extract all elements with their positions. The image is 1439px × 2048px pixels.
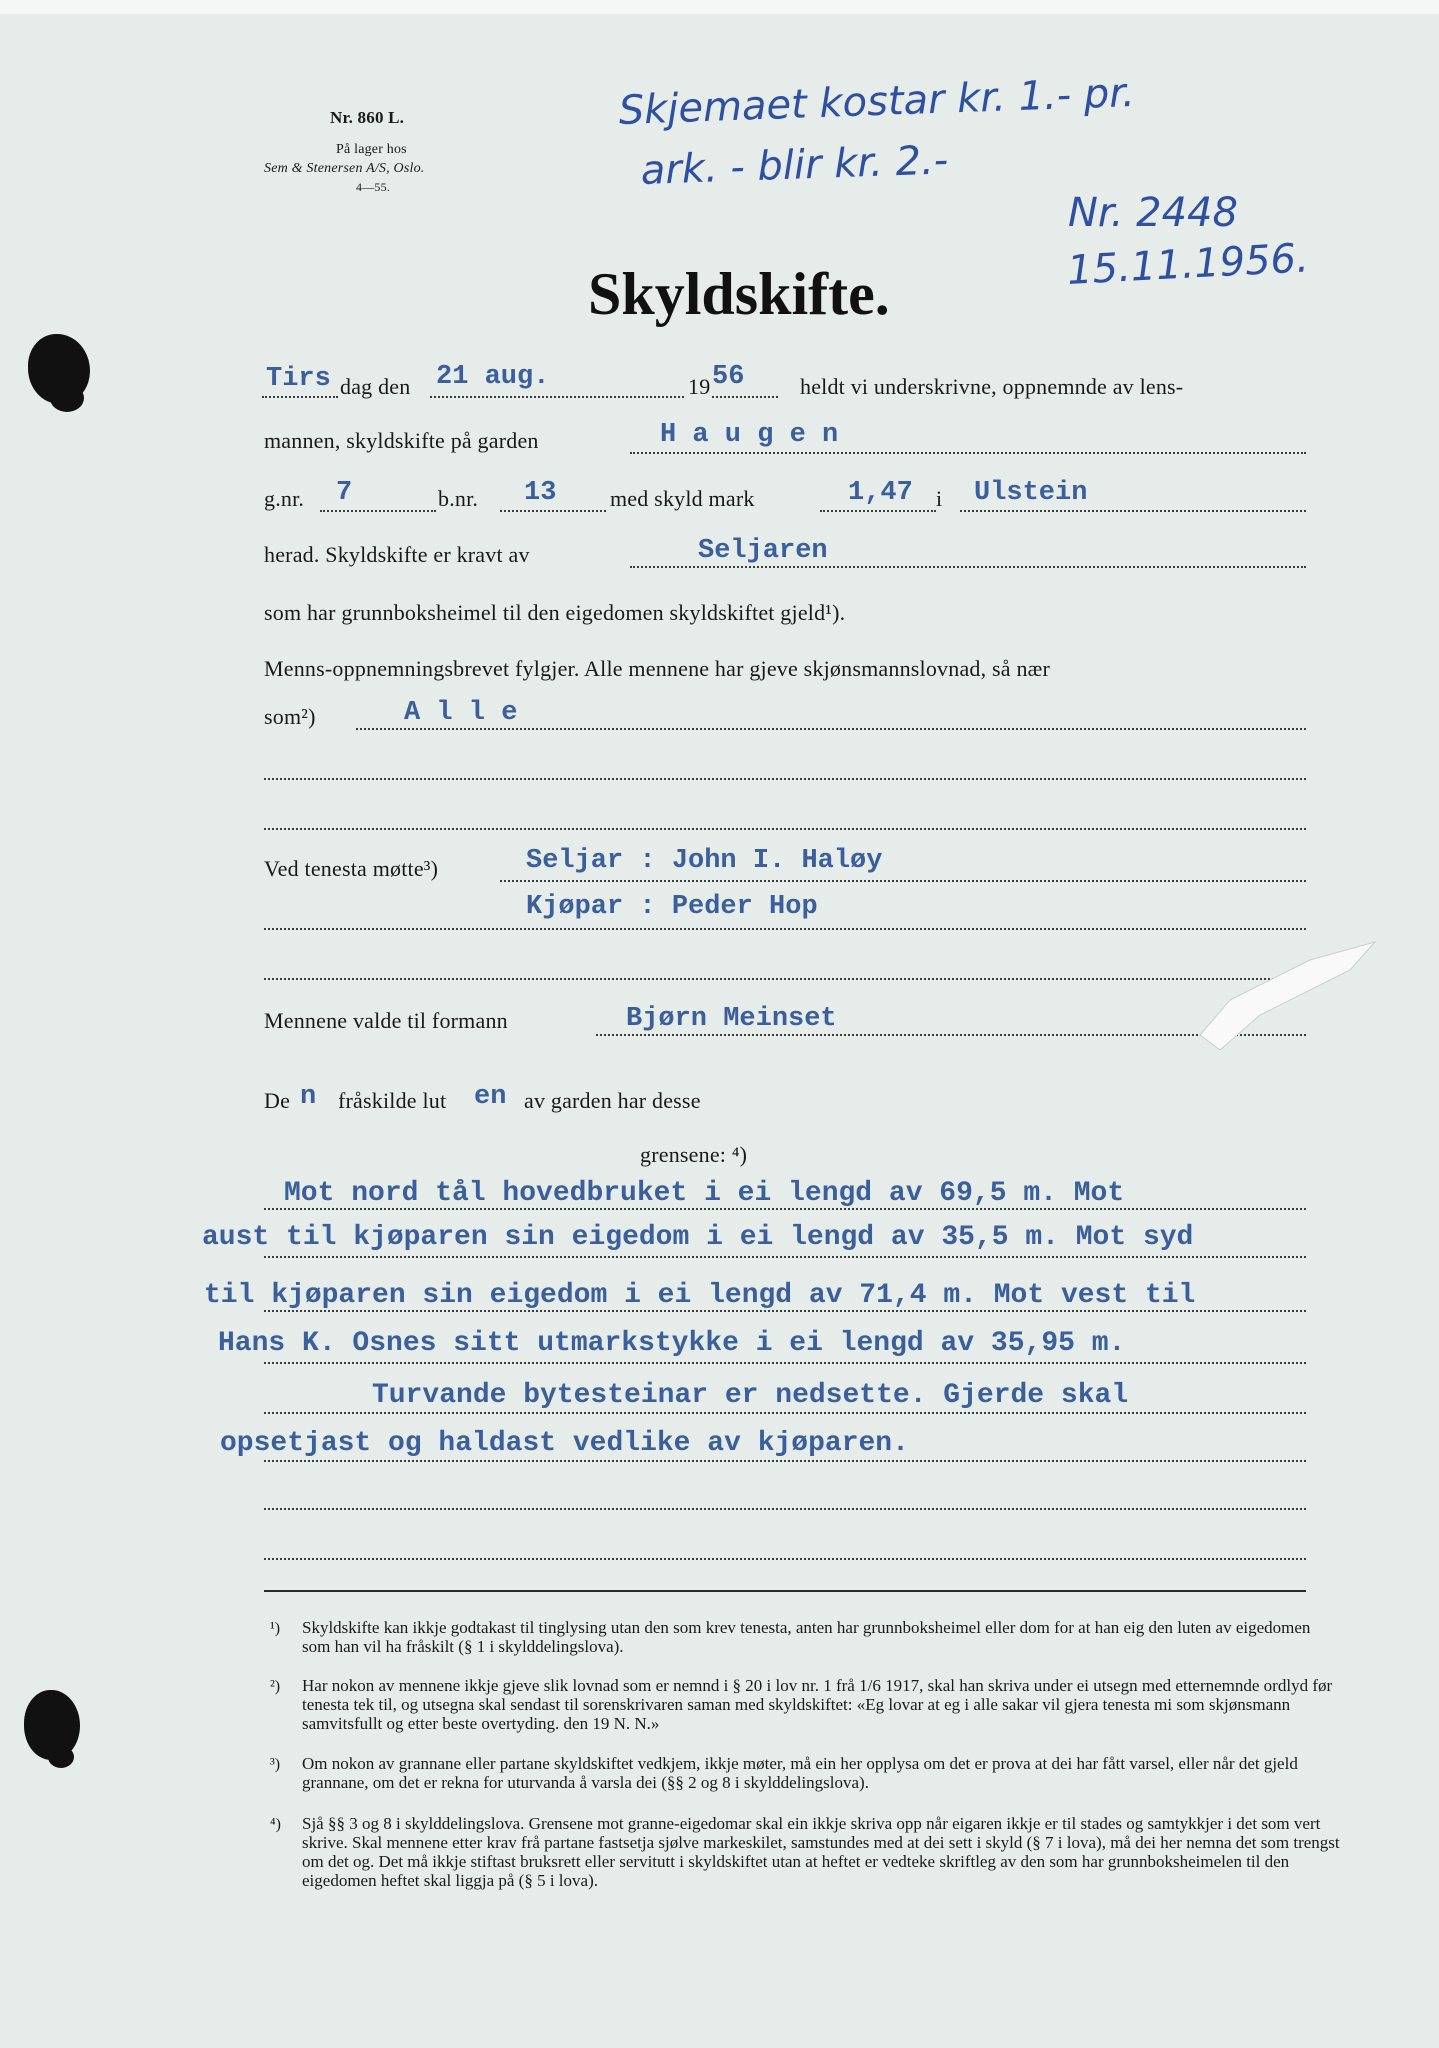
boundary-line-1: Mot nord tål hovedbruket i ei lengd av 69,5 m. Mot — [284, 1178, 1125, 1209]
present-line-2: Kjøpar : Peder Hop — [526, 892, 818, 922]
gnr-value: 7 — [336, 478, 353, 508]
year-prefix: 19 — [688, 374, 711, 399]
form-number: Nr. 860 L. — [330, 108, 405, 127]
stock-line-1: På lager hos — [336, 142, 407, 157]
farm-value: H a u g e n — [660, 420, 839, 450]
bnr-dots — [500, 510, 606, 512]
boundary-dots-5 — [264, 1412, 1306, 1414]
present-line-1: Seljar : John I. Haløy — [526, 846, 883, 876]
punch-hole-bottom-tail — [48, 1746, 74, 1768]
page-title: Skyldskifte. — [588, 261, 890, 327]
present-dots-1 — [500, 880, 1306, 882]
requester-value: Seljaren — [698, 536, 828, 566]
footnote-num-1: ¹) — [270, 1620, 281, 1637]
boundary-dots-3 — [264, 1310, 1306, 1312]
date-dots — [430, 396, 684, 398]
skyld-value: 1,47 — [848, 478, 913, 508]
day-value: Tirs — [266, 364, 331, 394]
skyld-label: med skyld mark — [610, 486, 755, 511]
footnote-num-4: ⁴) — [270, 1816, 281, 1833]
bnr-label: b.nr. — [438, 486, 479, 511]
boundary-dots-6 — [264, 1460, 1306, 1462]
herad-value: Ulstein — [974, 478, 1088, 508]
date-value: 21 aug. — [436, 362, 550, 392]
day-suffix: dag den — [340, 374, 411, 399]
footnote-num-2: ²) — [270, 1678, 281, 1695]
gnr-dots — [320, 510, 436, 512]
footnote-divider — [264, 1590, 1306, 1592]
herad-dots — [960, 510, 1306, 512]
lut-value: en — [474, 1082, 507, 1112]
stock-line-2: Sem & Stenersen A/S, Oslo. — [264, 161, 425, 176]
year-dots — [712, 396, 778, 398]
oppnemning-text: Menns-oppnemningsbrevet fylgjer. Alle mennene har gjeve skjønsmannslovnad, så nær — [264, 656, 1051, 681]
footnote-text-3: Om nokon av grannane eller partane skyldskiftet vedkjem, ikkje møter, må ein her opplysa om det er prova at dei har fått varsel, eller når det gjeld grannane, om det er rekna for uturvanda å varsla dei (§§ 2 og 8 i skylddelingslova). — [302, 1754, 1298, 1792]
boundary-dots-4 — [264, 1362, 1306, 1364]
present-dots-2 — [264, 928, 1306, 930]
day-dots — [262, 396, 338, 398]
i-label: i — [936, 486, 943, 511]
handwritten-fee-line-1: Skjemaet kostar kr. 1.- pr. — [618, 69, 1136, 134]
handwritten-ref-date: 15.11.1956. — [1066, 235, 1310, 294]
som-label: som²) — [264, 704, 316, 729]
som-dots — [356, 728, 1306, 730]
requester-dots — [630, 566, 1306, 568]
intro-rest: heldt vi underskrivne, oppnemnde av lens- — [800, 374, 1184, 399]
som-value: A l l e — [404, 698, 518, 728]
heimel-text: som har grunnboksheimel til den eigedomen skyldskiftet gjeld¹). — [264, 600, 846, 625]
fraskilde-label: fråskilde lut — [338, 1088, 447, 1113]
requester-label: herad. Skyldskifte er kravt av — [264, 542, 530, 567]
de-value: n — [300, 1082, 317, 1112]
boundary-line-3: til kjøparen sin eigedom i ei lengd av 71,4 m. Mot vest til — [204, 1280, 1196, 1311]
chair-label: Mennene valde til formann — [264, 1008, 508, 1033]
footnote-text-2: Har nokon av mennene ikkje gjeve slik lovnad som er nemnd i § 20 i lov nr. 1 frå 1/6 1917, skal han skriva under ei utsegn med etternemnde ordlyd før tenesta tek til, og utsegna skal sendast til sorenskrivaren saman med skyldskiftet: «Eg lovar at eg i alle sakar vil gjera tenesta mi som skjønsmann samvitsfullt og etter beste overtyding. den 19 N. N.» — [302, 1676, 1333, 1733]
footnote-num-3: ³) — [270, 1756, 281, 1773]
garden-text: av garden har desse — [524, 1088, 701, 1113]
blank-line-4 — [264, 1508, 1306, 1510]
blank-line-3 — [264, 978, 1306, 980]
farm-dots — [630, 452, 1306, 454]
paper-tear — [1190, 940, 1390, 1050]
boundary-line-4: Hans K. Osnes sitt utmarkstykke i ei lengd av 35,95 m. — [218, 1328, 1126, 1359]
farm-label: mannen, skyldskifte på garden — [264, 428, 539, 453]
bnr-value: 13 — [524, 478, 557, 508]
blank-line-5 — [264, 1558, 1306, 1560]
chair-value: Bjørn Meinset — [626, 1004, 837, 1034]
handwritten-ref-number: Nr. 2448 — [1068, 190, 1238, 236]
gnr-label: g.nr. — [264, 486, 305, 511]
edition: 4—55. — [356, 180, 390, 194]
punch-hole-top-tail — [50, 384, 84, 412]
skyld-dots — [820, 510, 936, 512]
grensene-label: grensene: ⁴) — [640, 1142, 748, 1167]
year-value: 56 — [712, 362, 745, 392]
boundary-dots-1 — [264, 1208, 1306, 1210]
footnote-text-4: Sjå §§ 3 og 8 i skylddelingslova. Grensene mot granne-eigedomar skal ein ikkje skriva opp når eigaren ikkje er til stades og samtykkjer i det som vert skrive. Skal mennene etter krav frå partane fastsetja sjølve markeskilet, samstundes med at dei sett i skyld (§ 7 i lova), må dei her nemna det som trengst om det og. Det må ikkje stiftast bruksrett eller servitutt i skyldskiftet utan at heftet er vedteke skriftleg av den som har grunnboksheimelen til den eigedomen heftet skal liggja på (§ 5 i lova). — [302, 1814, 1340, 1890]
boundary-line-5: Turvande bytesteinar er nedsette. Gjerde skal — [372, 1380, 1129, 1411]
present-label: Ved tenesta møtte³) — [264, 856, 439, 881]
blank-line-2 — [264, 828, 1306, 830]
de-label: De — [264, 1088, 291, 1113]
boundary-line-2: aust til kjøparen sin eigedom i ei lengd av 35,5 m. Mot syd — [202, 1222, 1194, 1253]
boundary-dots-2 — [264, 1256, 1306, 1258]
blank-line-1 — [264, 778, 1306, 780]
footnote-text-1: Skyldskifte kan ikkje godtakast til tinglysing utan den som krev tenesta, anten har grunnboksheimel eller dom for at han eig den luten av eigedomen som han vil ha fråskilt (§ 1 i skylddelingslova). — [302, 1618, 1311, 1656]
boundary-line-6: opsetjast og haldast vedlike av kjøparen. — [220, 1428, 909, 1459]
handwritten-fee-line-2: ark. - blir kr. 2.- — [640, 137, 949, 194]
